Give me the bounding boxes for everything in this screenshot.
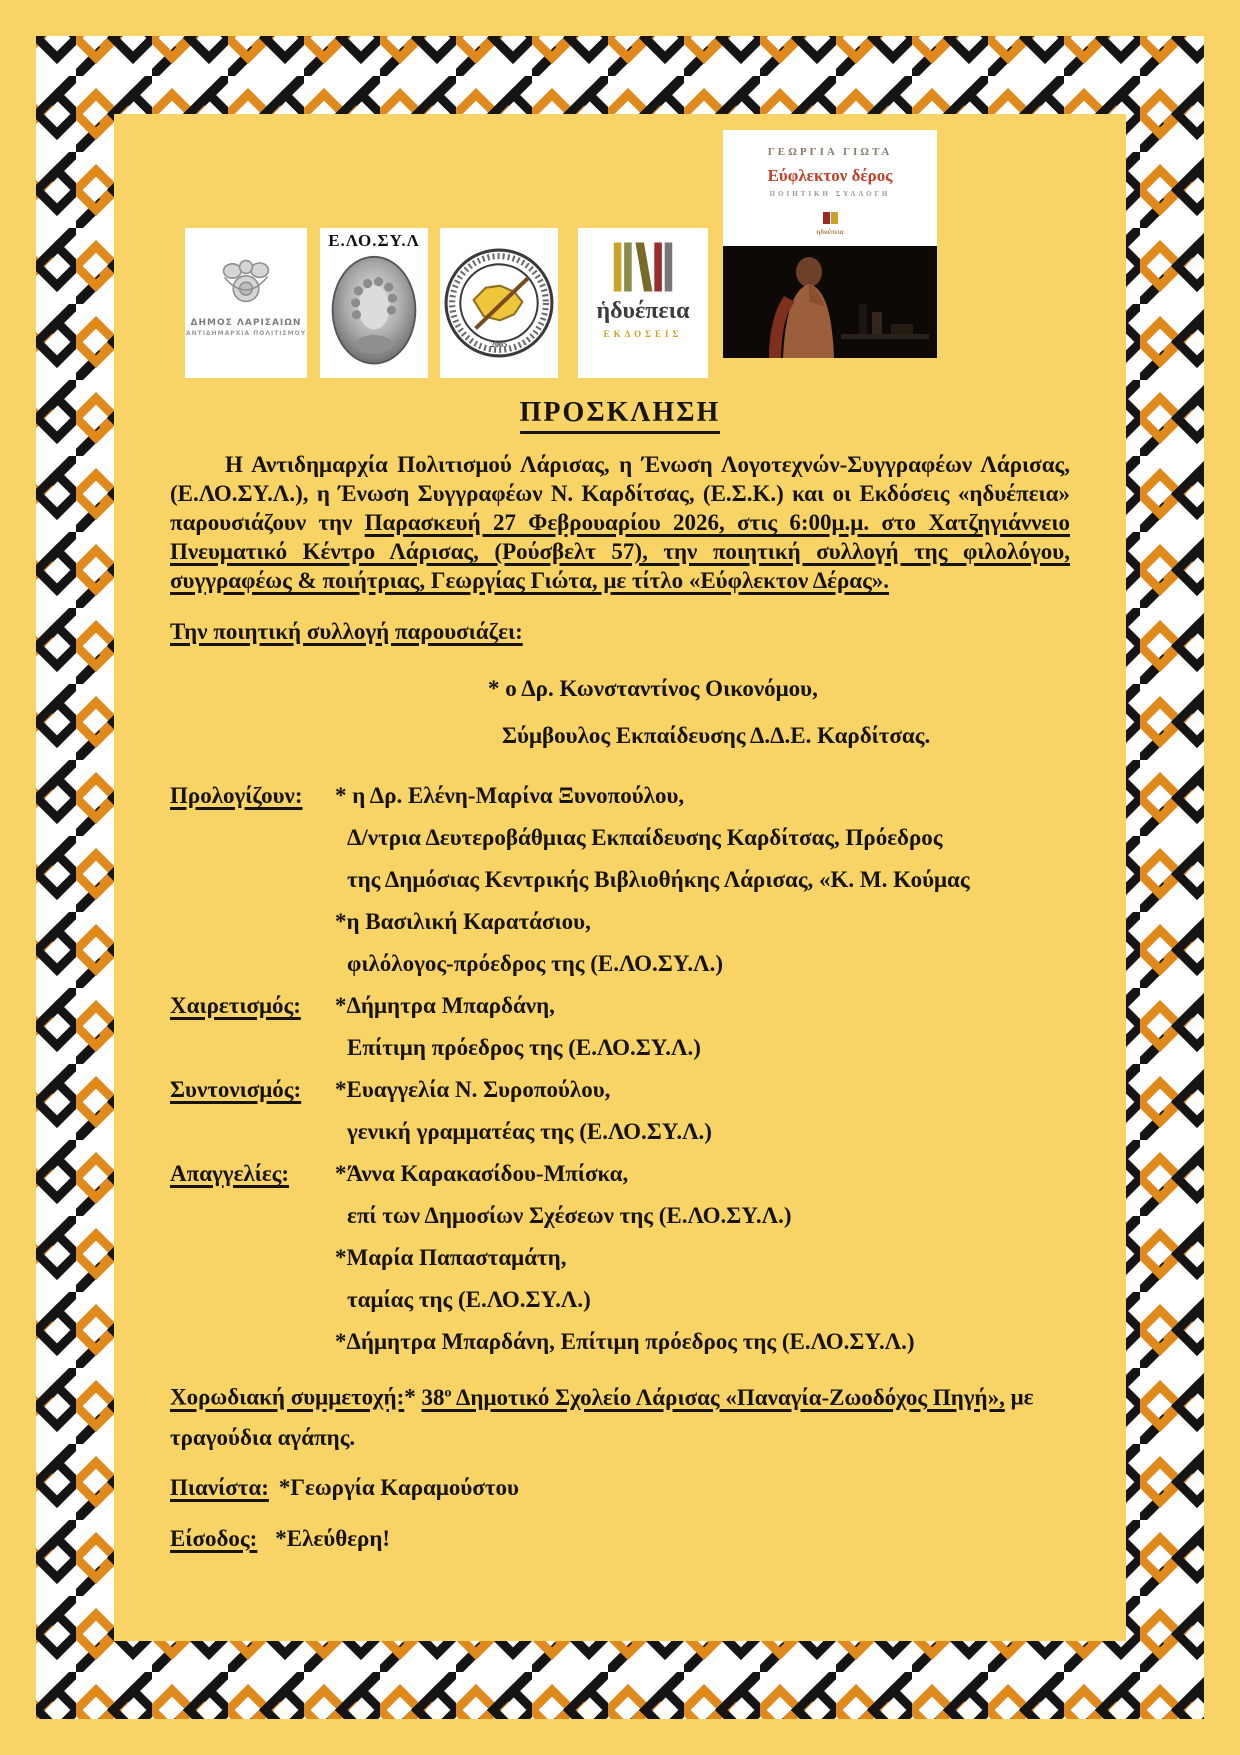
logo-municipality-larissa bbox=[185, 228, 307, 378]
logo-hedyepeia-publisher bbox=[578, 228, 708, 378]
pianist-name: *Γεωργία Καραμούστου bbox=[278, 1474, 519, 1500]
page-title: ΠΡΟΣΚΛΗΣΗ bbox=[170, 392, 1070, 434]
hedyepeia-subtitle: ΕΚΔΟΣΕΙΣ bbox=[603, 329, 683, 339]
book-spines-icon bbox=[610, 238, 676, 296]
entry: *Δήμητρα Μπαρδάνη, Επίτιμη πρόεδρος της (Ε.ΛΟ.ΣΥ.Λ.) bbox=[335, 1329, 915, 1354]
cover-painting bbox=[723, 246, 937, 358]
entry: *Μαρία Παπασταμάτη, bbox=[335, 1245, 567, 1270]
book-title: Εύφλεκτον δέρος bbox=[767, 166, 893, 185]
entry: *Ευαγγελία Ν. Συροπούλου, bbox=[335, 1077, 611, 1102]
entry: Επίτιμη πρόεδρος της (Ε.ΛΟ.ΣΥ.Λ.) bbox=[347, 1035, 701, 1060]
entrance-value: *Ελεύθερη! bbox=[275, 1525, 391, 1551]
choir-school: $38^o$ Δημοτικό Σχολείο Λάρισας «Παναγία-Ζωοδόχος Πηγή», bbox=[421, 1384, 1005, 1410]
hedyepeia-name: ἡδυέπεια bbox=[596, 298, 690, 324]
entrance-label: Είσοδος: bbox=[170, 1525, 258, 1551]
choir-participation: Χορωδιακή συμμετοχή:* $38^o$ Δημοτικό Σχολείο Λάρισας «Παναγία-Ζωοδόχος Πηγή», με τραγούδια αγάπης. bbox=[170, 1384, 1034, 1450]
pianist-label: Πιανίστα: bbox=[170, 1474, 269, 1500]
publisher-mark bbox=[723, 212, 937, 238]
ancient-coin-icon bbox=[328, 251, 420, 373]
section-label: Χαιρετισμός: bbox=[170, 993, 301, 1018]
entrance-row bbox=[170, 1517, 1070, 1560]
logo-karditsa-writers-union-seal bbox=[440, 228, 558, 378]
intro-paragraph bbox=[170, 450, 1070, 595]
section-recitations bbox=[170, 1153, 1070, 1363]
intro-underlined: Παρασκευή 27 Φεβρουαρίου 2026, στις 6:00μ.μ. στο Χατζηγιάννειο Πνευματικό Κέντρο Λάρισας, (Ρούσβελτ 57), την ποιητική συλλογή της φιλολόγου, συγγραφέως & ποιήτριας, Γεωργίας Γιώτα, με τίτλο «Εύφλεκτον Δέρας». bbox=[170, 510, 1071, 593]
section-prologue bbox=[170, 775, 1070, 985]
entry: *Δήμητρα Μπαρδάνη, bbox=[335, 993, 555, 1018]
section-label: Απαγγελίες: bbox=[170, 1161, 290, 1186]
municipality-name: ΔΗΜΟΣ ΛΑΡΙΣΑΙΩΝ bbox=[190, 318, 302, 328]
entry: γενική γραμματέας της (Ε.ΛΟ.ΣΥ.Λ.) bbox=[347, 1119, 712, 1144]
section-coordination bbox=[170, 1069, 1070, 1153]
municipality-dept: ΑΝΤΙΔΗΜΑΡΧΙΑ ΠΟΛΙΤΙΣΜΟΥ bbox=[185, 330, 307, 337]
invitation-content bbox=[170, 110, 1070, 1560]
logo-row bbox=[170, 110, 1070, 382]
pianist-row bbox=[170, 1466, 1070, 1509]
intro-normal: Η Αντιδημαρχία Πολιτισμού Λάρισας, η Ένωση Λογοτεχνών-Συγγραφέων Λάρισας, (Ε.ΛΟ.ΣΥ.Λ.), η Ένωση Συγγραφέων Ν. Καρδίτσας, (Ε.Σ.Κ.) και οι Εκδόσεις «ηδυέπεια» παρουσιάζουν την bbox=[170, 452, 1070, 535]
book-author: ΓΕΩΡΓΙΑ ΓΙΩΤΑ bbox=[767, 146, 893, 158]
program-sections bbox=[170, 775, 1070, 1363]
publisher-name: ηδυέπεια bbox=[816, 228, 844, 236]
seal-year: 2005 bbox=[490, 339, 508, 349]
section-label: Προλογίζουν: bbox=[170, 783, 303, 808]
entry: της Δημόσιας Κεντρικής Βιβλιοθήκης Λάρισας, «Κ. Μ. Κούμας bbox=[347, 867, 970, 892]
seal-icon bbox=[443, 247, 555, 359]
section-label: Συντονισμός: bbox=[170, 1077, 302, 1102]
entry: *η Βασιλική Καρατάσιου, bbox=[335, 909, 591, 934]
presenter-name: * ο Δρ. Κωνσταντίνος Οικονόμου, bbox=[488, 676, 818, 701]
entry: επί των Δημοσίων Σχέσεων της (Ε.ΛΟ.ΣΥ.Λ.) bbox=[347, 1203, 792, 1228]
entry: * η Δρ. Ελένη-Μαρίνα Ξυνοπούλου, bbox=[335, 783, 685, 808]
choir-label: Χορωδιακή συμμετοχή: bbox=[170, 1384, 405, 1410]
logo-elosyl bbox=[320, 228, 428, 378]
choir-tail: με τραγούδια αγάπης. bbox=[170, 1384, 1034, 1450]
presenter-lines bbox=[488, 665, 1070, 759]
presenter-label: Την ποιητική συλλογή παρουσιάζει: bbox=[170, 619, 523, 644]
book-cover bbox=[723, 130, 937, 358]
entry: *Άννα Καρακασίδου-Μπίσκα, bbox=[335, 1161, 629, 1186]
section-greeting bbox=[170, 985, 1070, 1069]
elosyl-title: Ε.ΛΟ.ΣΥ.Λ bbox=[328, 231, 420, 250]
presenter-role: Σύμβουλος Εκπαίδευσης Δ.Δ.Ε. Καρδίτσας. bbox=[502, 723, 931, 748]
entry: ταμίας της (Ε.ΛΟ.ΣΥ.Λ.) bbox=[347, 1287, 591, 1312]
book-subtitle: ΠΟΙΗΤΙΚΗ ΣΥΛΛΟΓΗ bbox=[769, 190, 891, 198]
entry: φιλόλογος-πρόεδρος της (Ε.ΛΟ.ΣΥ.Λ.) bbox=[347, 951, 723, 976]
entry: Δ/ντρια Δευτεροβάθμιας Εκπαίδευσης Καρδίτσας, Πρόεδρος bbox=[347, 825, 943, 850]
ancient-artifact-icon bbox=[210, 254, 282, 312]
